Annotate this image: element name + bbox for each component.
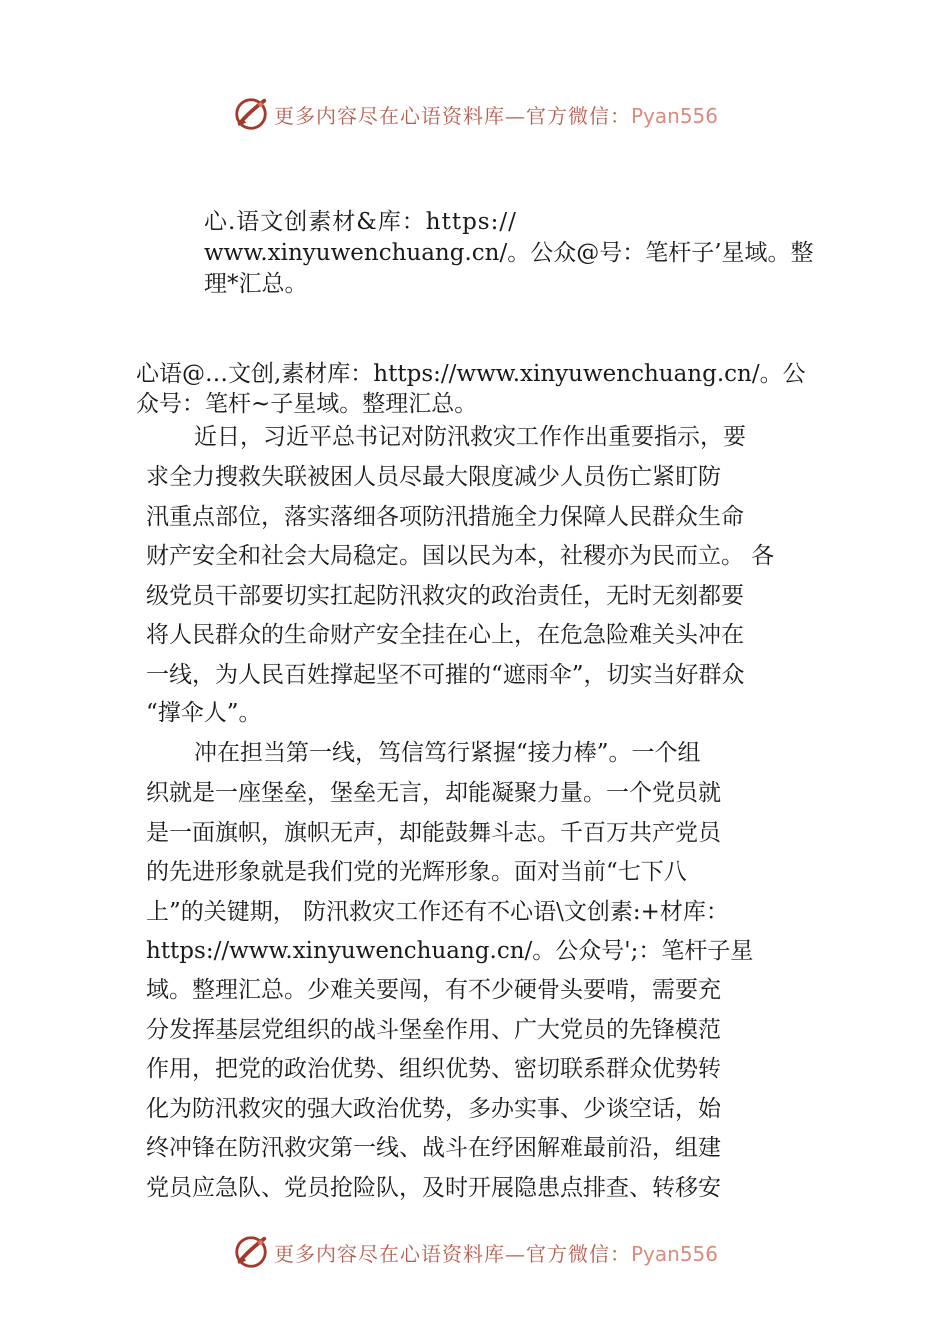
pen-logo-icon (232, 1233, 270, 1271)
text-line: 冲在担当第一线，笃信笃行紧握“接力棒”。一个组 (194, 740, 701, 766)
text-line: 化为防汛救灾的强大政治优势，多办实事、少谈空话，始 (146, 1096, 721, 1122)
text-line: 一线，为人民百姓撑起坚不可摧的“遮雨伞”，切实当好群众 (146, 662, 745, 688)
notice-line: 心.语文创素材&库：https:// (204, 209, 517, 235)
text-line: 作用，把党的政治优势、组织优势、密切联系群众优势转 (146, 1056, 721, 1082)
banner-text: 更多内容尽在心语资料库—官方微信： (274, 1241, 631, 1266)
text-line: 是一面旗帜，旗帜无声，却能鼓舞斗志。千百万共产党员 (146, 820, 721, 846)
text-line: “撑伞人”。 (146, 700, 262, 726)
text-line: 上”的关键期， 防汛救灾工作还有不心语\文创素:+材库： (146, 899, 729, 925)
banner-text: 更多内容尽在心语资料库—官方微信： (274, 103, 631, 128)
text-line: 近日，习近平总书记对防汛救灾工作作出重要指示，要 (194, 424, 746, 450)
text-line: 众号：笔杆~子星域。整理汇总。 (136, 391, 478, 417)
footer-banner (232, 1232, 752, 1272)
text-line: 心语@…文创,素材库：https://www.xinyuwenchuang.cn/。公 (136, 361, 806, 387)
notice-line: www.xinyuwenchuang.cn/。公众@号：笔杆子’星域。整 (204, 240, 814, 266)
text-line: 的先进形象就是我们党的光辉形象。面对当前“七下八 (146, 859, 687, 885)
text-line: 终冲锋在防汛救灾第一线、战斗在纾困解难最前沿，组建 (146, 1135, 721, 1161)
text-line: 求全力搜救失联被困人员尽最大限度减少人员伤亡紧盯防 (146, 464, 721, 490)
banner-wechat-id: Pyan556 (631, 103, 719, 128)
banner-wechat-id: Pyan556 (631, 1241, 719, 1266)
text-line: 党员应急队、党员抢险队，及时开展隐患点排查、转移安 (146, 1175, 721, 1201)
notice-line: 理*汇总。 (204, 271, 308, 297)
text-line: 汛重点部位，落实落细各项防汛措施全力保障人民群众生命 (146, 504, 744, 530)
text-line: 织就是一座堡垒，堡垒无言，却能凝聚力量。一个党员就 (146, 780, 721, 806)
text-line: 分发挥基层党组织的战斗堡垒作用、广大党员的先锋模范 (146, 1017, 721, 1043)
text-line: 域。整理汇总。少难关要闯，有不少硬骨头要啃，需要充 (146, 977, 721, 1003)
text-line: 级党员干部要切实扛起防汛救灾的政治责任，无时无刻都要 (146, 583, 744, 609)
text-line: 将人民群众的生命财产安全挂在心上，在危急险难关头冲在 (146, 622, 744, 648)
text-line: https://www.xinyuwenchuang.cn/。公众号';：笔杆子星 (146, 938, 754, 964)
text-line: 财产安全和社会大局稳定。国以民为本，社稷亦为民而立。 各 (146, 543, 775, 569)
